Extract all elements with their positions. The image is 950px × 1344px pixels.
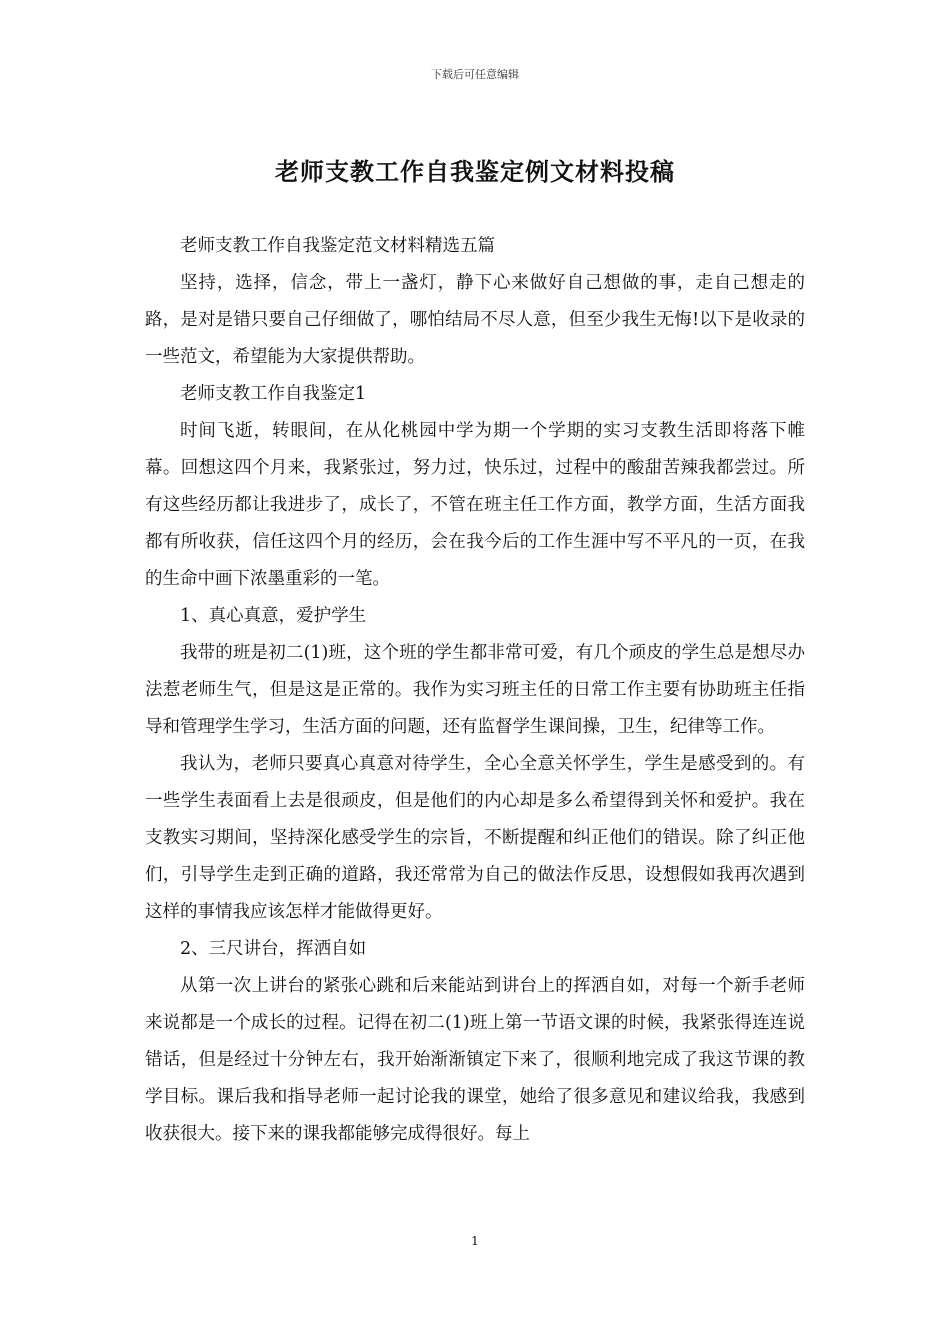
body-paragraph: 我带的班是初二(1)班，这个班的学生都非常可爱，有几个顽皮的学生总是想尽办法惹老师生气，但是这是正常的。我作为实习班主任的日常工作主要有协助班主任指导和管理学生学习，生活方面的问题，还有监督学生课间操，卫生，纪律等工作。	[145, 643, 805, 737]
body-paragraph: 从第一次上讲台的紧张心跳和后来能站到讲台上的挥洒自如，对每一个新手老师来说都是一个成长的过程。记得在初二(1)班上第一节语文课的时候，我紧张得连连说错话，但是经过十分钟左右，我开始渐渐镇定下来了，很顺利地完成了我这节课的教学目标。课后我和指导老师一起讨论我的课堂，她给了很多意见和建议给我，我感到收获很大。接下来的课我都能够完成得很好。每上	[145, 976, 805, 1144]
section-subheading: 2、三尺讲台，挥洒自如	[180, 939, 367, 959]
subtitle-paragraph: 老师支教工作自我鉴定范文材料精选五篇	[180, 236, 495, 256]
section-heading: 老师支教工作自我鉴定1	[180, 384, 367, 404]
body-paragraph: 时间飞逝，转眼间，在从化桃园中学为期一个学期的实习支教生活即将落下帷幕。回想这四个月来，我紧张过，努力过，快乐过，过程中的酸甜苦辣我都尝过。所有这些经历都让我进步了，成长了，不管在班主任工作方面，教学方面，生活方面我都有所收获，信任这四个月的经历，会在我今后的工作生涯中写不平凡的一页，在我的生命中画下浓墨重彩的一笔。	[145, 421, 805, 589]
page-number: 1	[471, 1234, 479, 1248]
body-paragraph: 我认为，老师只要真心真意对待学生，全心全意关怀学生，学生是感受到的。有一些学生表面看上去是很顽皮，但是他们的内心却是多么希望得到关怀和爱护。我在支教实习期间，坚持深化感受学生的宗旨，不断提醒和纠正他们的错误。除了纠正他们，引导学生走到正确的道路，我还常常为自己的做法作反思，设想假如我再次遇到这样的事情我应该怎样才能做得更好。	[145, 754, 805, 922]
document-title: 老师支教工作自我鉴定例文材料投稿	[275, 157, 675, 186]
intro-paragraph: 坚持，选择，信念，带上一盏灯，静下心来做好自己想做的事，走自己想走的路，是对是错只要自己仔细做了，哪怕结局不尽人意，但至少我生无悔!以下是收录的一些范文，希望能为大家提供帮助。	[145, 273, 805, 367]
document-body	[145, 228, 805, 1153]
section-subheading: 1、真心真意，爱护学生	[180, 606, 367, 626]
header-note: 下载后可任意编辑	[431, 68, 519, 81]
